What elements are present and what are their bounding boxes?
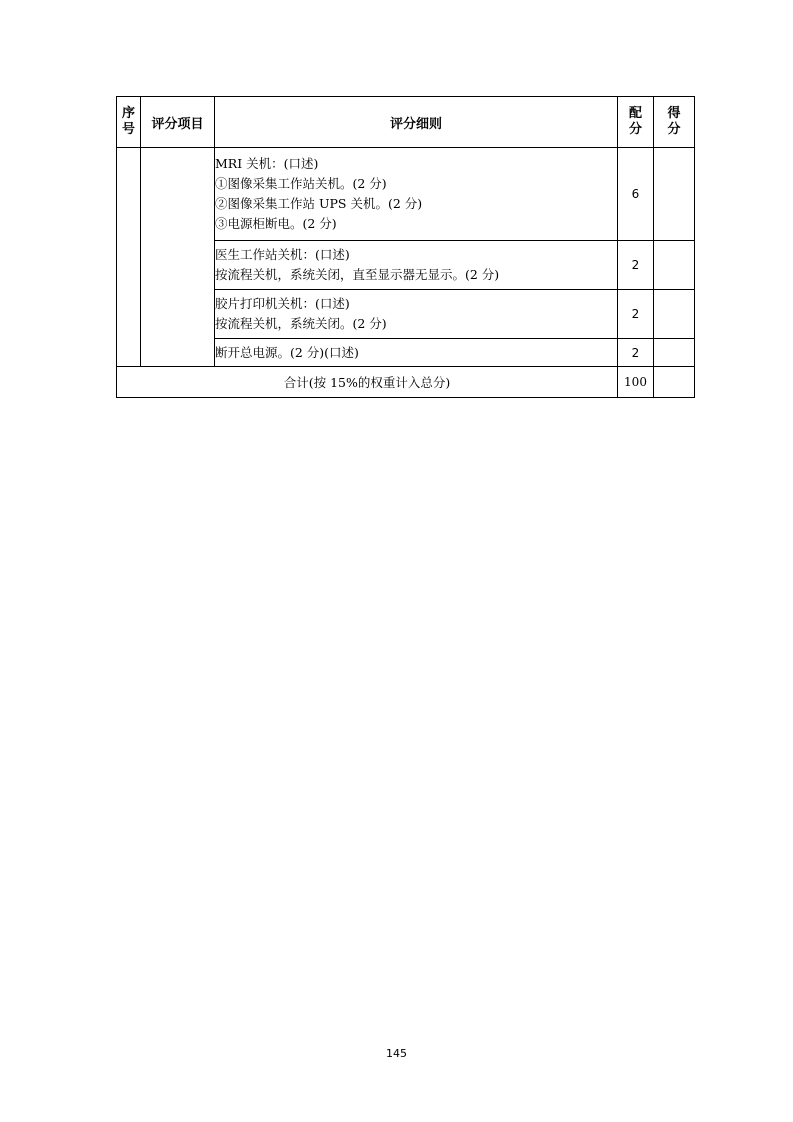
item-cell xyxy=(141,148,215,367)
header-score-char-1: 得 xyxy=(667,106,681,121)
header-points-char-1: 配 xyxy=(628,106,642,121)
header-detail: 评分细则 xyxy=(215,97,618,148)
header-seq-char-2: 号 xyxy=(121,122,135,137)
total-points: 100 xyxy=(618,367,654,398)
header-points-char-2: 分 xyxy=(628,122,642,137)
page-number: 145 xyxy=(386,1047,407,1060)
detail-line: 医生工作站关机：(口述) xyxy=(215,247,350,262)
detail-cell xyxy=(215,241,618,290)
header-seq xyxy=(117,97,141,148)
detail-line: MRI 关机：(口述) xyxy=(215,156,319,171)
total-row xyxy=(117,367,695,398)
points-cell: 2 xyxy=(618,339,654,367)
score-cell[interactable] xyxy=(654,339,695,367)
header-score-char-2: 分 xyxy=(667,122,681,137)
header-seq-char-1: 序 xyxy=(121,106,135,121)
detail-cell xyxy=(215,148,618,241)
points-cell: 2 xyxy=(618,241,654,290)
total-score[interactable] xyxy=(654,367,695,398)
detail-line: 按流程关机，系统关闭，直至显示器无显示。(2 分) xyxy=(215,267,500,282)
score-cell[interactable] xyxy=(654,290,695,339)
table-row xyxy=(117,148,695,241)
header-score xyxy=(654,97,695,148)
points-cell: 2 xyxy=(618,290,654,339)
header-item: 评分项目 xyxy=(141,97,215,148)
total-label: 合计(按 15%的权重计入总分) xyxy=(117,367,618,398)
detail-line: ③电源柜断电。(2 分) xyxy=(215,216,337,231)
detail-line: 按流程关机，系统关闭。(2 分) xyxy=(215,316,387,331)
detail-line: 胶片打印机关机：(口述) xyxy=(215,296,350,311)
score-cell[interactable] xyxy=(654,241,695,290)
detail-line: ①图像采集工作站关机。(2 分) xyxy=(215,176,387,191)
header-points xyxy=(618,97,654,148)
detail-line: ②图像采集工作站 UPS 关机。(2 分) xyxy=(215,196,423,211)
seq-cell xyxy=(117,148,141,367)
header-row xyxy=(117,97,695,148)
detail-line: 断开总电源。(2 分)(口述) xyxy=(215,344,359,360)
detail-cell xyxy=(215,339,618,367)
scoring-table xyxy=(116,96,695,398)
points-cell: 6 xyxy=(618,148,654,241)
score-cell[interactable] xyxy=(654,148,695,241)
detail-cell xyxy=(215,290,618,339)
